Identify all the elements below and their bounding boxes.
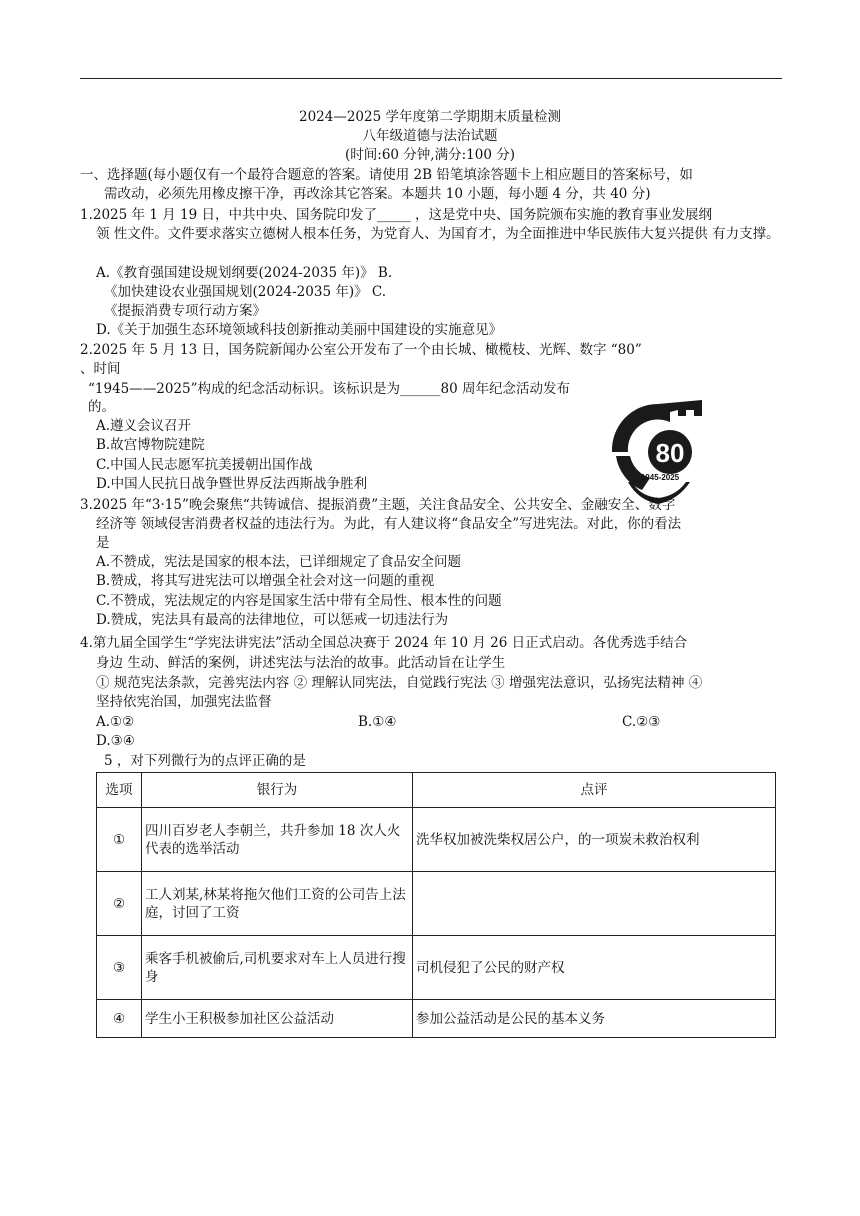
section1-instructions-line1: 一、选择题(每小题仅有一个最符合题意的答案。请使用 2B 铅笔填涂答题卡上相应题目的答案标号，如 — [80, 167, 693, 183]
table-row — [97, 1000, 776, 1038]
q1-option-d[interactable]: D.《关于加强生态环境领域科技创新推动美丽中国建设的实施意见》 — [96, 322, 503, 338]
q1-stem-line1: 1.2025 年 1 月 19 日，中共中央、国务院印发了_____ ，这是党中央、国务院颁布实施的教育事业发展纲 — [80, 207, 713, 223]
q4-statements-line2: 坚持依宪治国，加强宪法监督 — [96, 694, 272, 710]
row-index: ① — [97, 808, 142, 872]
q3-option-b[interactable]: B.赞成，将其写进宪法可以增强全社会对这一问题的重视 — [96, 573, 435, 589]
row-behavior: 学生小王积极参加社区公益活动 — [142, 1000, 413, 1038]
table-row — [97, 872, 776, 936]
row-behavior: 工人刘某,林某将拖欠他们工资的公司告上法庭，讨回了工资 — [142, 872, 413, 936]
q3-stem-line1: 3.2025 年“3·15”晚会聚焦“共铸诚信、提振消费”主题，关注食品安全、公共安全、金融安全、数字 — [80, 497, 676, 513]
table-row — [97, 936, 776, 1000]
q2-stem-line2: 、时间 — [80, 361, 121, 377]
row-comment: 洗华权加被洗柴权居公户，的一项炭未救治权利 — [413, 808, 776, 872]
table-header-row — [97, 773, 776, 808]
q1-option-c[interactable]: 《提振消费专项行动方案》 — [104, 303, 266, 319]
exam-meta: (时间:60 分钟,满分:100 分) — [345, 147, 515, 163]
row-comment: 司机侵犯了公民的财产权 — [413, 936, 776, 1000]
q2-option-a[interactable]: A.遵义会议召开 — [96, 418, 192, 434]
q4-option-b[interactable]: B.①④ — [358, 714, 397, 730]
q5-table — [96, 772, 776, 1038]
table-row — [97, 808, 776, 872]
q3-option-d[interactable]: D.赞成，宪法具有最高的法律地位，可以惩戒一切违法行为 — [96, 612, 449, 628]
row-comment — [413, 872, 776, 936]
q3-option-a[interactable]: A.不赞成，宪法是国家的根本法，已详细规定了食品安全问题 — [96, 554, 462, 570]
q5-stem: 5 ，对下列微行为的点评正确的是 — [104, 753, 306, 769]
q3-stem-line3: 是 — [96, 535, 110, 551]
q1-option-a[interactable]: A.《教育强国建设规划纲要(2024-2035 年)》 B. — [96, 265, 393, 281]
q2-stem-line4: 的。 — [88, 399, 115, 415]
q2-stem-line3: “1945——2025”构成的纪念活动标识。该标识是为______80 周年纪念活动发布 — [88, 381, 570, 397]
top-rule — [80, 78, 782, 79]
table-header-option: 选项 — [97, 773, 142, 808]
emblem-number: 80 — [655, 438, 685, 468]
table-header-comment: 点评 — [413, 773, 776, 808]
q2-option-d[interactable]: D.中国人民抗日战争暨世界反法西斯战争胜利 — [96, 476, 368, 492]
exam-title: 2024—2025 学年度第二学期期末质量检测 — [298, 109, 561, 125]
q3-option-c[interactable]: C.不赞成，宪法规定的内容是国家生活中带有全局性、根本性的问题 — [96, 593, 502, 609]
section1-instructions-line2: 需改动，必须先用橡皮擦干净，再改涂其它答案。本题共 10 小题，每小题 4 分，共 40 分) — [104, 186, 651, 202]
row-index: ③ — [97, 936, 142, 1000]
q4-statements-line1: ① 规范宪法条款，完善宪法内容 ② 理解认同宪法，自觉践行宪法 ③ 增强宪法意识，弘扬宪法精神 ④ — [96, 675, 703, 691]
q4-option-a[interactable]: A.①② — [96, 714, 135, 730]
q1-stem-line2: 领 性文件。文件要求落实立德树人根本任务，为党育人、为国育才，为全面推进中华民族伟大复兴提供 有力支撑。 — [96, 226, 780, 242]
q3-stem-line2: 经济等 领域侵害消费者权益的违法行为。为此，有人建议将“食品安全”写进宪法。对此，你的看法 — [96, 516, 682, 532]
row-index: ② — [97, 872, 142, 936]
victory-80th-anniversary-emblem — [598, 382, 718, 510]
row-behavior: 乘客手机被偷后,司机要求对车上人员进行搜身 — [142, 936, 413, 1000]
row-index: ④ — [97, 1000, 142, 1038]
row-behavior: 四川百岁老人李朝兰，共升参加 18 次人火代表的选举活动 — [142, 808, 413, 872]
q4-option-c[interactable]: C.②③ — [622, 714, 661, 730]
q4-stem-line1: 4.第九届全国学生“学宪法讲宪法”活动全国总决赛于 2024 年 10 月 26 日正式启动。各优秀选手结合 — [80, 635, 688, 651]
emblem-years: 1945-2025 — [640, 473, 680, 482]
q4-option-d[interactable]: D.③④ — [96, 733, 135, 749]
exam-subtitle: 八年级道德与法治试题 — [362, 128, 498, 144]
q4-stem-line2: 身边 生动、鲜活的案例，讲述宪法与法治的故事。此活动旨在让学生 — [96, 655, 506, 671]
q2-option-c[interactable]: C.中国人民志愿军抗美援朝出国作战 — [96, 457, 313, 473]
q1-option-b[interactable]: 《加快建设农业强国规划(2024-2035 年)》 C. — [104, 284, 387, 300]
q2-option-b[interactable]: B.故宫博物院建院 — [96, 437, 205, 453]
table-header-behavior: 银行为 — [142, 773, 413, 808]
row-comment: 参加公益活动是公民的基本义务 — [413, 1000, 776, 1038]
q2-stem-line1: 2.2025 年 5 月 13 日，国务院新闻办公室公开发布了一个由长城、橄榄枝、光辉、数字 “80” — [80, 342, 642, 358]
